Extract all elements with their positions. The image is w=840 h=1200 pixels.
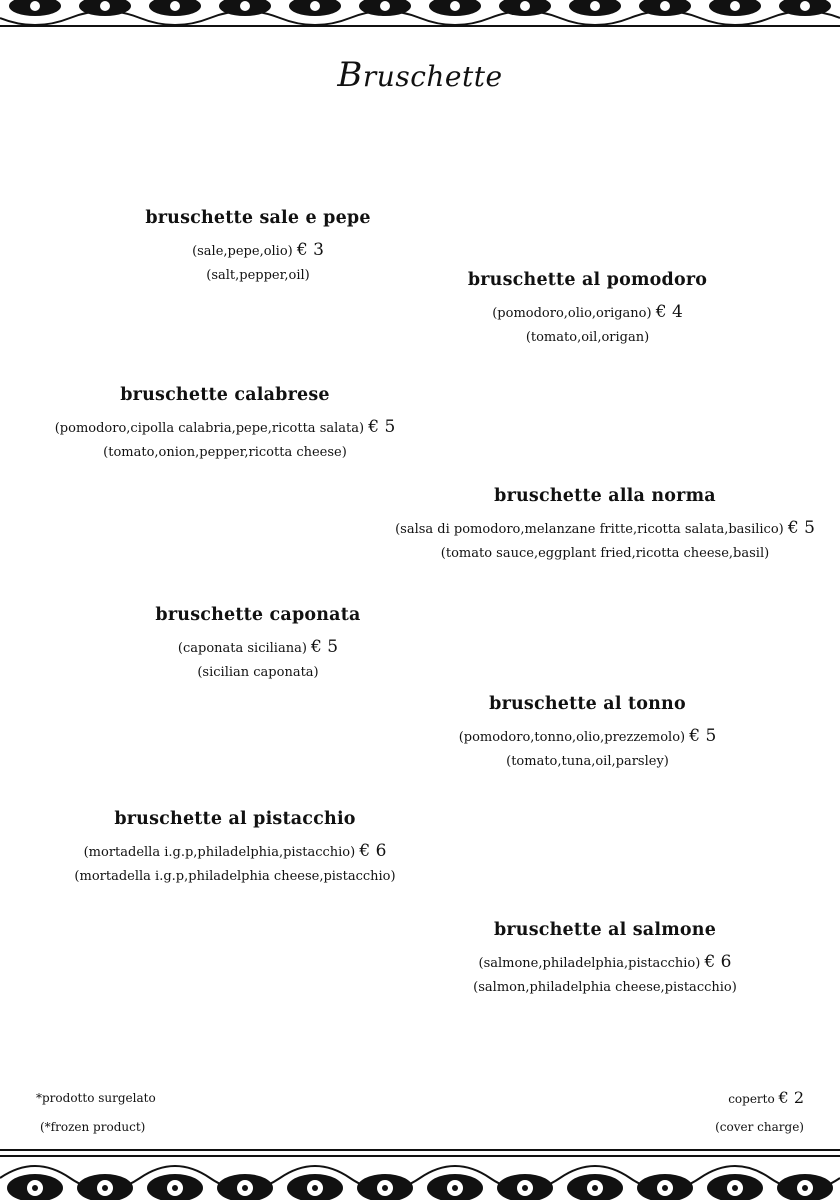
menu-item <box>395 486 815 561</box>
item-price: € 5 <box>368 417 396 437</box>
cover-charge-label: coperto <box>728 1092 775 1106</box>
menu-item <box>78 208 438 283</box>
item-name: bruschette caponata <box>155 605 361 625</box>
item-ingredients-en: (tomato sauce,eggplant fried,ricotta cheese,basil) <box>440 546 770 561</box>
item-ingredients-en: (salt,pepper,oil) <box>206 268 310 283</box>
item-name: bruschette calabrese <box>120 385 330 405</box>
item-name: bruschette sale e pepe <box>145 208 371 228</box>
item-ingredients-it: (pomodoro,cipolla calabria,pepe,ricotta salata) <box>54 421 365 436</box>
menu-item <box>30 385 420 460</box>
cover-charge-price: € 2 <box>778 1088 804 1107</box>
item-name: bruschette al salmone <box>493 920 717 940</box>
frozen-note-en: (*frozen product) <box>40 1120 146 1134</box>
item-name: bruschette al pomodoro <box>467 270 708 290</box>
item-price: € 5 <box>311 637 339 657</box>
item-ingredients-en: (mortadella i.g.p,philadelphia cheese,pistacchio) <box>74 869 396 884</box>
menu-item <box>400 694 775 769</box>
menu-item <box>78 605 438 680</box>
cover-charge-en: (cover charge) <box>715 1120 804 1134</box>
ornamental-border-bottom <box>0 1148 840 1200</box>
item-price: € 5 <box>787 518 815 538</box>
menu-item <box>40 809 430 884</box>
item-name: bruschette al pistacchio <box>114 809 356 829</box>
item-ingredients-en: (tomato,oil,origan) <box>525 330 650 345</box>
item-price: € 6 <box>704 952 732 972</box>
item-ingredients-en: (salmon,philadelphia cheese,pistacchio) <box>473 980 737 995</box>
item-name: bruschette al tonno <box>489 694 686 714</box>
item-ingredients-it: (pomodoro,olio,origano) <box>492 306 652 321</box>
menu-item <box>410 920 800 995</box>
item-ingredients-it: (salmone,philadelphia,pistacchio) <box>478 956 701 971</box>
menu-title: Bruschette <box>337 55 503 95</box>
item-ingredients-en: (sicilian caponata) <box>197 665 319 680</box>
item-ingredients-it: (salsa di pomodoro,melanzane fritte,ricotta salata,basilico) <box>395 522 784 537</box>
item-price: € 3 <box>296 240 324 260</box>
item-ingredients-en: (tomato,tuna,oil,parsley) <box>506 754 669 769</box>
menu-item <box>400 270 775 345</box>
item-price: € 6 <box>359 841 387 861</box>
item-price: € 5 <box>689 726 717 746</box>
item-ingredients-it: (pomodoro,tonno,olio,prezzemolo) <box>458 730 686 745</box>
item-ingredients-it: (mortadella i.g.p,philadelphia,pistacchio) <box>83 845 356 860</box>
frozen-note-it: *prodotto surgelato <box>36 1091 156 1105</box>
cover-charge-it <box>728 1088 804 1107</box>
item-ingredients-en: (tomato,onion,pepper,ricotta cheese) <box>103 445 347 460</box>
item-price: € 4 <box>655 302 683 322</box>
ornamental-border-top <box>0 0 840 28</box>
item-ingredients-it: (caponata siciliana) <box>177 641 307 656</box>
item-name: bruschette alla norma <box>494 486 716 506</box>
item-ingredients-it: (sale,pepe,olio) <box>192 244 293 259</box>
